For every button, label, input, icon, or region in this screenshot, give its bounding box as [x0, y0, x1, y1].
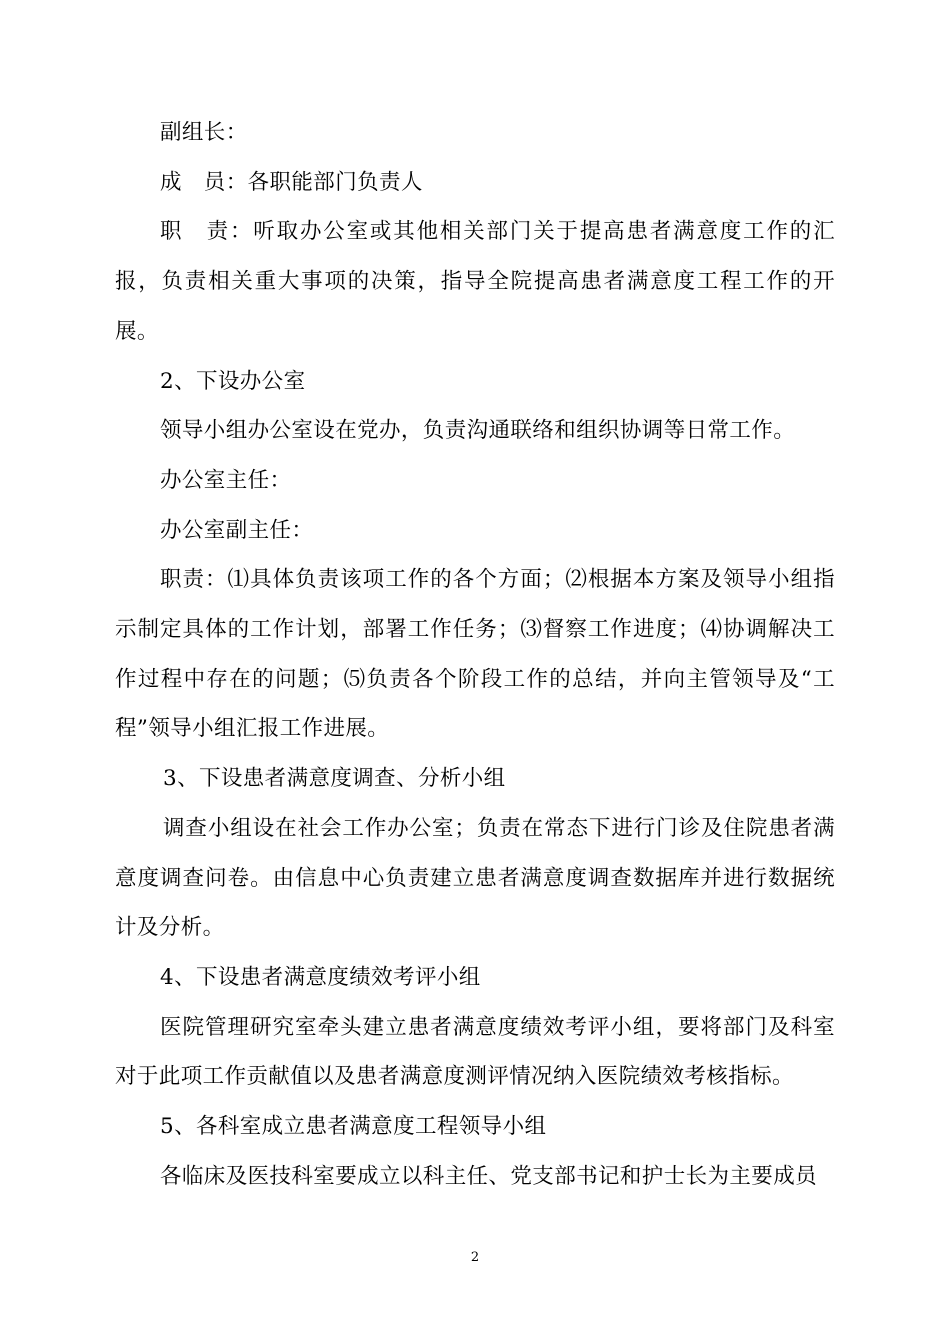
- page-number: 2: [470, 1250, 480, 1265]
- paragraph-survey-group: 调查小组设在社会工作办公室；负责在常态下进行门诊及住院患者满意度调查问卷。由信息中心负责建立患者满意度调查数据库并进行数据统计及分析。: [115, 815, 835, 941]
- paragraph-duties: 职 责：听取办公室或其他相关部门关于提高患者满意度工作的汇报，负责相关重大事项的决策，指导全院提高患者满意度工程工作的开展。: [115, 219, 835, 344]
- paragraph-office-duties: 职责：⑴具体负责该项工作的各个方面；⑵根据本方案及领导小组指示制定具体的工作计划，部署工作任务；⑶督察工作进度；⑷协调解决工作过程中存在的问题；⑸负责各个阶段工作的总结，并向主管领导及“工程”领导小组汇报工作进展。: [115, 567, 835, 742]
- paragraph-deputy-leader: 副组长：: [160, 120, 248, 145]
- paragraph-office-deputy-director: 办公室副主任：: [160, 517, 314, 543]
- page-body: [115, 108, 835, 1201]
- paragraph-office-director: 办公室主任：: [160, 467, 292, 493]
- heading-survey-group: 3、下设患者满意度调查、分析小组: [163, 766, 506, 792]
- paragraph-members: 成 员：各职能部门负责人: [160, 169, 423, 195]
- paragraph-performance-group: 医院管理研究室牵头建立患者满意度绩效考评小组，要将部门及科室对于此项工作贡献值以及患者满意度测评情况纳入医院绩效考核指标。: [115, 1014, 835, 1090]
- heading-office: 2、下设办公室: [160, 368, 306, 394]
- heading-department-groups: 5、各科室成立患者满意度工程领导小组: [160, 1114, 547, 1140]
- paragraph-department-groups: 各临床及医技科室要成立以科主任、党支部书记和护士长为主要成员: [160, 1163, 818, 1189]
- heading-performance-group: 4、下设患者满意度绩效考评小组: [160, 964, 481, 990]
- paragraph-office-location: 领导小组办公室设在党办，负责沟通联络和组织协调等日常工作。: [160, 418, 796, 444]
